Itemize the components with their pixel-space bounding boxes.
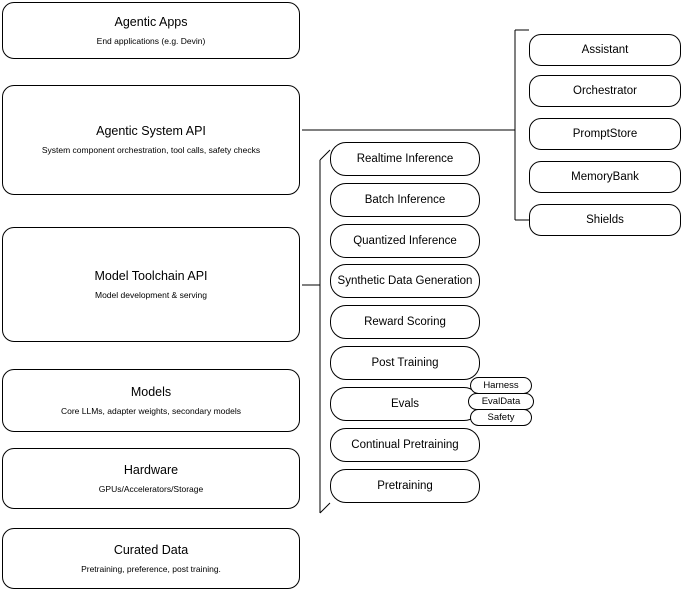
node-synthetic-data-generation[interactable] [330,264,480,298]
layer-subtitle: Model development & serving [95,289,207,300]
node-label: Evals [390,398,420,410]
node-continual-pretraining[interactable] [330,428,480,462]
node-label: Continual Pretraining [351,439,459,451]
node-promptstore[interactable] [529,118,681,150]
node-label: Synthetic Data Generation [337,275,473,287]
node-label: PromptStore [572,128,638,140]
layer-title: Hardware [123,462,179,477]
layer-curated-data[interactable] [2,528,300,589]
node-label: Reward Scoring [364,316,446,328]
layer-title: Agentic Apps [114,14,188,29]
node-label: MemoryBank [571,171,639,183]
node-shields[interactable] [529,204,681,236]
layer-agentic-apps[interactable] [2,2,300,59]
node-label: Assistant [581,44,629,56]
layer-model-toolchain-api[interactable] [2,227,300,342]
node-realtime-inference[interactable] [330,142,480,176]
pill-label: EvalData [481,396,521,407]
layer-subtitle: Core LLMs, adapter weights, secondary models [60,405,241,416]
layer-title: Models [130,384,172,399]
layer-title: Curated Data [113,542,189,557]
layer-subtitle: Pretraining, preference, post training. [81,563,221,574]
node-label: Batch Inference [364,194,446,206]
node-label: Quantized Inference [353,235,457,247]
layer-subtitle: GPUs/Accelerators/Storage [98,483,204,494]
node-label: Post Training [371,357,439,369]
layer-models[interactable] [2,369,300,432]
node-batch-inference[interactable] [330,183,480,217]
node-reward-scoring[interactable] [330,305,480,339]
node-memorybank[interactable] [529,161,681,193]
layer-agentic-system-api[interactable] [2,85,300,195]
layer-subtitle: End applications (e.g. Devin) [96,35,206,46]
node-quantized-inference[interactable] [330,224,480,258]
node-label: Shields [586,214,624,226]
node-label: Realtime Inference [356,153,454,165]
pill-safety[interactable] [470,409,532,426]
node-evals[interactable] [330,387,480,421]
node-orchestrator[interactable] [529,75,681,107]
pill-label: Safety [487,412,515,423]
node-label: Pretraining [377,480,433,492]
pill-label: Harness [483,380,519,391]
node-pretraining[interactable] [330,469,480,503]
layer-title: Model Toolchain API [94,268,208,283]
node-assistant[interactable] [529,34,681,66]
pill-evaldata[interactable] [468,393,534,410]
node-post-training[interactable] [330,346,480,380]
layer-hardware[interactable] [2,448,300,509]
node-label: Orchestrator [573,85,637,97]
pill-harness[interactable] [470,377,532,394]
layer-subtitle: System component orchestration, tool calls, safety checks [41,145,261,155]
layer-title: Agentic System API [96,124,206,138]
